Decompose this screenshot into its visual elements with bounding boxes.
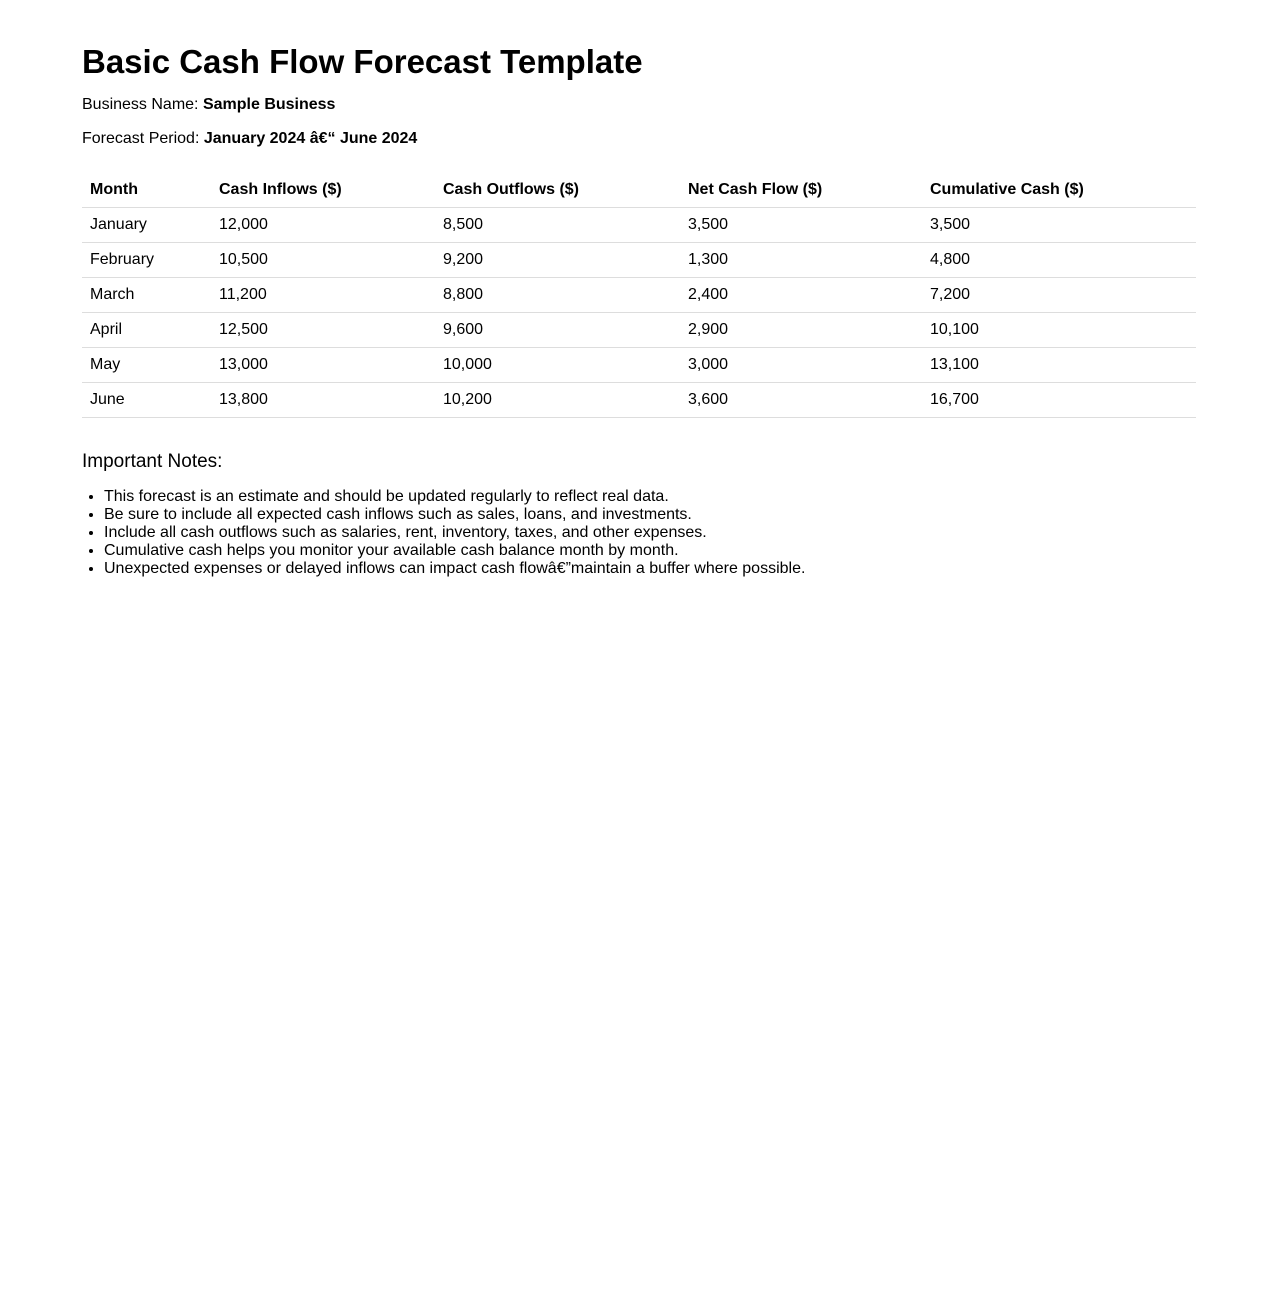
notes-list xyxy=(82,488,1196,578)
cash-flow-table xyxy=(82,172,1196,418)
cell-net-cash-flow: 2,900 xyxy=(680,313,922,348)
list-item: • Include all cash outflows such as salaries, rent, inventory, taxes, and other expenses. xyxy=(104,524,1196,542)
cell-net-cash-flow: 3,000 xyxy=(680,348,922,383)
document-page xyxy=(0,0,1278,578)
column-header-net-cash-flow: Net Cash Flow ($) xyxy=(680,172,922,208)
cell-month: February xyxy=(82,243,211,278)
cell-month: May xyxy=(82,348,211,383)
list-item: • Unexpected expenses or delayed inflows can impact cash flowâ€”maintain a buffer where possible. xyxy=(104,560,1196,578)
cell-cash-inflows: 11,200 xyxy=(211,278,435,313)
cell-cumulative-cash: 13,100 xyxy=(922,348,1196,383)
cell-cumulative-cash: 7,200 xyxy=(922,278,1196,313)
business-name-line xyxy=(82,95,1196,115)
cell-cash-inflows: 13,000 xyxy=(211,348,435,383)
cell-cash-inflows: 13,800 xyxy=(211,383,435,418)
cell-cash-outflows: 9,200 xyxy=(435,243,680,278)
table-header-row xyxy=(82,172,1196,208)
forecast-period-label: Forecast Period: xyxy=(82,130,200,147)
page-title: Basic Cash Flow Forecast Template xyxy=(82,43,643,80)
cell-net-cash-flow: 2,400 xyxy=(680,278,922,313)
cell-month: March xyxy=(82,278,211,313)
cell-cash-outflows: 10,000 xyxy=(435,348,680,383)
business-name-label: Business Name: xyxy=(82,96,199,113)
cell-cash-outflows: 10,200 xyxy=(435,383,680,418)
column-header-cash-inflows: Cash Inflows ($) xyxy=(211,172,435,208)
forecast-period-value: January 2024 â€“ June 2024 xyxy=(203,130,418,147)
cell-cash-outflows: 8,800 xyxy=(435,278,680,313)
cell-cumulative-cash: 10,100 xyxy=(922,313,1196,348)
cell-net-cash-flow: 3,600 xyxy=(680,383,922,418)
table-row xyxy=(82,243,1196,278)
cell-cash-inflows: 10,500 xyxy=(211,243,435,278)
table-row xyxy=(82,313,1196,348)
list-item: • Cumulative cash helps you monitor your available cash balance month by month. xyxy=(104,542,1196,560)
column-header-cash-outflows: Cash Outflows ($) xyxy=(435,172,680,208)
table-row xyxy=(82,278,1196,313)
cell-net-cash-flow: 3,500 xyxy=(680,208,922,243)
forecast-period-line xyxy=(82,129,1196,149)
cell-cash-inflows: 12,000 xyxy=(211,208,435,243)
cell-cash-inflows: 12,500 xyxy=(211,313,435,348)
cell-month: January xyxy=(82,208,211,243)
cell-cash-outflows: 8,500 xyxy=(435,208,680,243)
table-row xyxy=(82,348,1196,383)
table-row xyxy=(82,383,1196,418)
list-item: • Be sure to include all expected cash inflows such as sales, loans, and investments. xyxy=(104,506,1196,524)
cell-month: June xyxy=(82,383,211,418)
cell-cumulative-cash: 4,800 xyxy=(922,243,1196,278)
cell-net-cash-flow: 1,300 xyxy=(680,243,922,278)
column-header-month: Month xyxy=(82,172,211,208)
table-row xyxy=(82,208,1196,243)
notes-heading: Important Notes: xyxy=(82,451,223,472)
cell-cash-outflows: 9,600 xyxy=(435,313,680,348)
list-item: • This forecast is an estimate and should be updated regularly to reflect real data. xyxy=(104,488,1196,506)
cell-month: April xyxy=(82,313,211,348)
column-header-cumulative-cash: Cumulative Cash ($) xyxy=(922,172,1196,208)
cell-cumulative-cash: 3,500 xyxy=(922,208,1196,243)
cell-cumulative-cash: 16,700 xyxy=(922,383,1196,418)
business-name-value: Sample Business xyxy=(202,96,336,113)
